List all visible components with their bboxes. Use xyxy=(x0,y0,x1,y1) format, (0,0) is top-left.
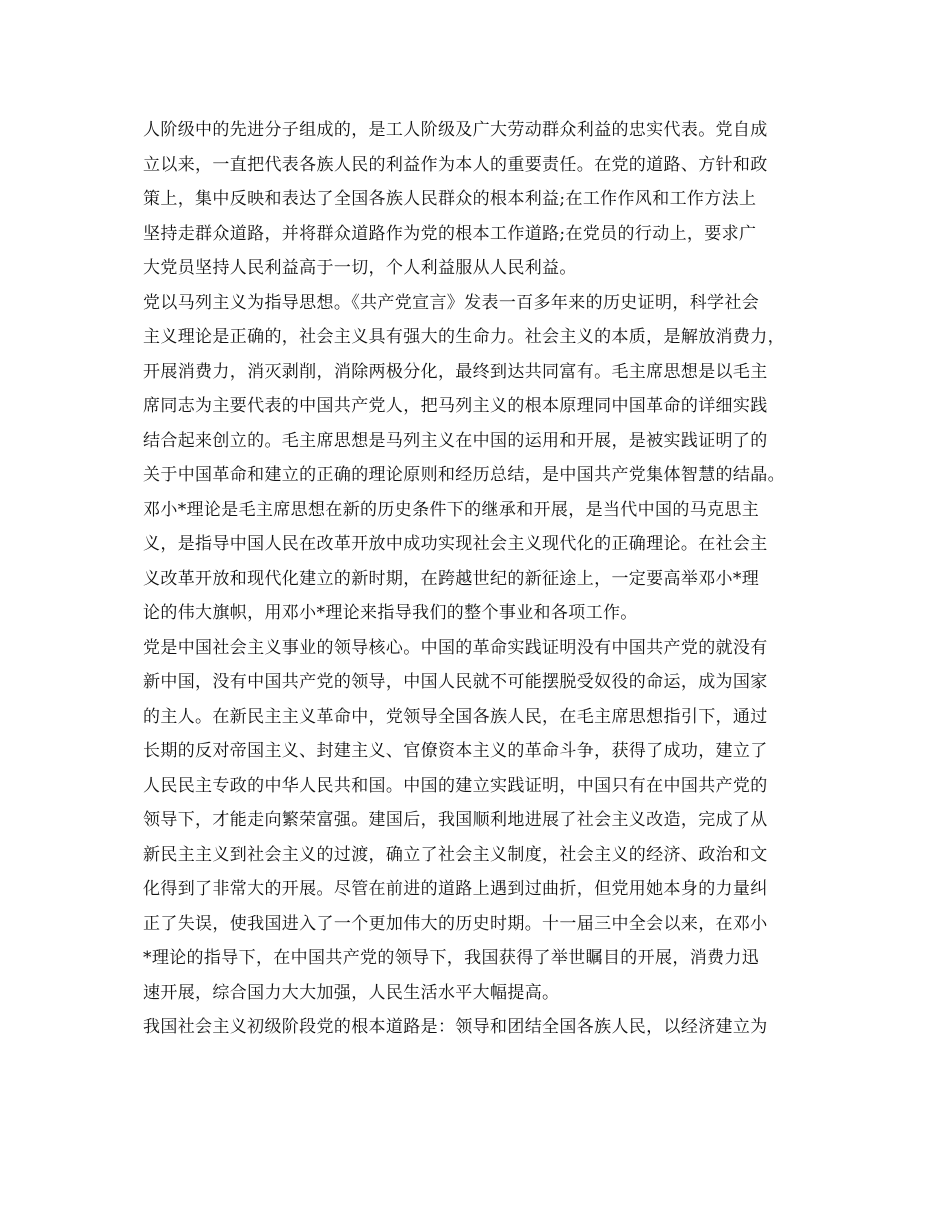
text-line: 关于中国革命和建立的正确的理论原则和经历总结，是中国共产党集体智慧的结晶。 xyxy=(143,465,785,485)
text-line: 论的伟大旗帜，用邓小*理论来指导我们的整个事业和各项工作。 xyxy=(143,603,638,623)
text-line: 人民民主专政的中华人民共和国。中国的建立实践证明，中国只有在中国共产党的 xyxy=(143,775,768,796)
text-line: 新中国，没有中国共产党的领导，中国人民就不可能摆脱受奴役的命运，成为国家 xyxy=(143,672,768,692)
text-line: 邓小*理论是毛主席思想在新的历史条件下的继承和开展，是当代中国的马克思主 xyxy=(143,499,760,520)
text-line: 策上，集中反映和表达了全国各族人民群众的根本利益;在工作作风和工作方法上 xyxy=(143,189,757,209)
text-line: 主义理论是正确的，社会主义具有强大的生命力。社会主义的本质，是解放消费力， xyxy=(143,327,785,347)
text-line: 立以来，一直把代表各族人民的利益作为本人的重要责任。在党的道路、方针和政 xyxy=(143,154,768,175)
text-line: 开展消费力，消灭剥削，消除两极分化，最终到达共同富有。毛主席思想是以毛主 xyxy=(143,361,768,382)
text-line: 坚持走群众道路，并将群众道路作为党的根本工作道路;在党员的行动上，要求广 xyxy=(143,223,757,244)
text-line: 速开展，综合国力大大加强，人民生活水平大幅提高。 xyxy=(143,982,560,1003)
text-line: 义，是指导中国人民在改革开放中成功实现社会主义现代化的正确理论。在社会主 xyxy=(143,534,768,554)
text-line: 人阶级中的先进分子组成的，是工人阶级及广大劳动群众利益的忠实代表。党自成 xyxy=(143,120,768,140)
text-line: 领导下，才能走向繁荣富强。建国后，我国顺利地进展了社会主义改造，完成了从 xyxy=(143,810,768,830)
text-line: 我国社会主义初级阶段党的根本道路是：领导和团结全国各族人民，以经济建立为 xyxy=(143,1017,768,1037)
text-line: 化得到了非常大的开展。尽管在前进的道路上遇到过曲折，但党用她本身的力量纠 xyxy=(143,879,768,899)
text-line: 长期的反对帝国主义、封建主义、官僚资本主义的革命斗争，获得了成功，建立了 xyxy=(143,741,768,761)
text-line: 党是中国社会主义事业的领导核心。中国的革命实践证明没有中国共产党的就没有 xyxy=(143,637,768,658)
text-line: 正了失误，使我国进入了一个更加伟大的历史时期。十一届三中全会以来，在邓小 xyxy=(143,913,768,934)
text-line: *理论的指导下，在中国共产党的领导下，我国获得了举世瞩目的开展，消费力迅 xyxy=(143,948,760,968)
text-line: 义改革开放和现代化建立的新时期，在跨越世纪的新征途上，一定要高举邓小*理 xyxy=(143,568,760,589)
text-line: 党以马列主义为指导思想。《共产党宣言》发表一百多年来的历史证明，科学社会 xyxy=(143,292,760,313)
text-line: 新民主主义到社会主义的过渡，确立了社会主义制度，社会主义的经济、政治和文 xyxy=(143,844,768,865)
text-line: 大党员坚持人民利益高于一切，个人利益服从人民利益。 xyxy=(143,258,577,278)
text-line: 的主人。在新民主主义革命中，党领导全国各族人民，在毛主席思想指引下，通过 xyxy=(143,706,768,727)
text-line: 席同志为主要代表的中国共产党人，把马列主义的根本原理同中国革命的详细实践 xyxy=(143,396,768,416)
text-line: 结合起来创立的。毛主席思想是马列主义在中国的运用和开展，是被实践证明了的 xyxy=(143,430,768,451)
document-body-text xyxy=(143,113,823,1045)
